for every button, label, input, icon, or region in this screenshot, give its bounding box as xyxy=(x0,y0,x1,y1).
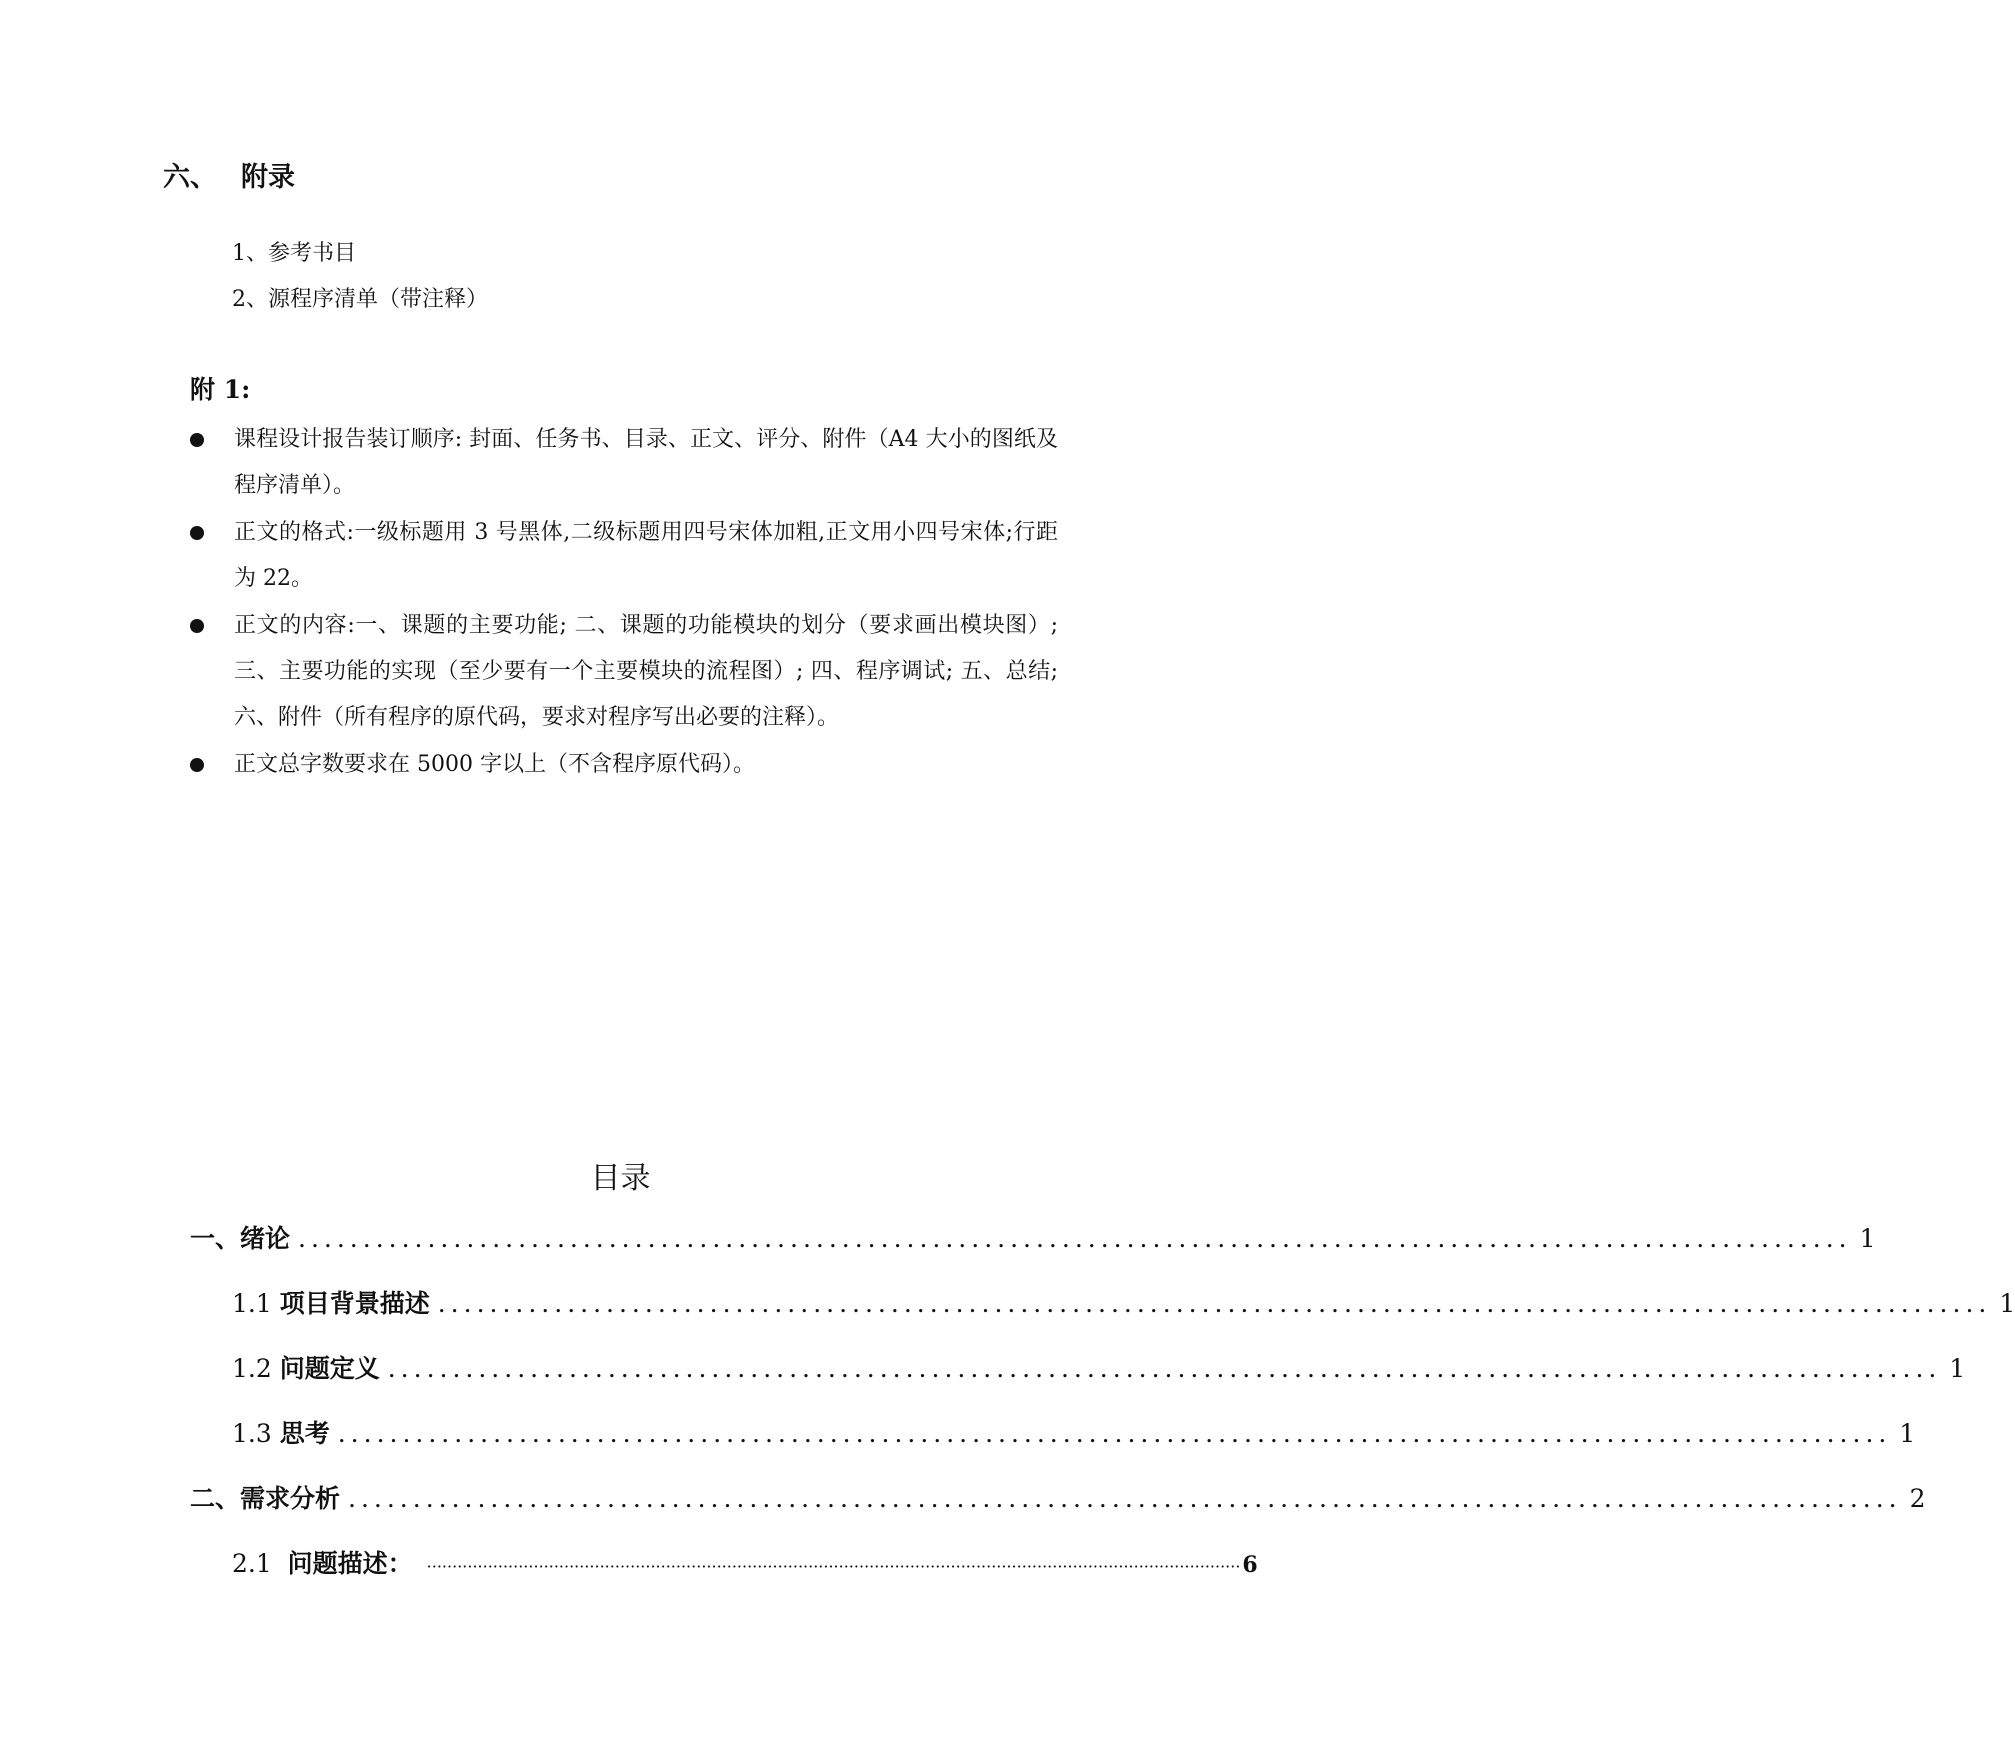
bullet-text: 正文的格式:一级标题用 3 号黑体,二级标题用四号宋体加粗,正文用小四号宋体;行距为 22。 xyxy=(234,520,1058,591)
toc-entry-label: 项目背景描述 xyxy=(279,1289,430,1318)
toc-entry-1[interactable] xyxy=(190,1221,1876,1257)
bullet-icon xyxy=(190,619,204,633)
section-item-references: 1、参考书目 xyxy=(232,241,356,266)
bullet-text: 课程设计报告装订顺序: 封面、任务书、目录、正文、评分、附件（A4 大小的图纸及程序清单）。 xyxy=(234,427,1058,498)
toc-dot-leader: ........................................................................................................................ xyxy=(348,1484,1902,1513)
toc-page-number: 6 xyxy=(1242,1552,1258,1578)
toc-entry-2[interactable] xyxy=(190,1481,1926,1517)
bullet-icon xyxy=(190,758,204,772)
section-heading xyxy=(163,158,295,198)
bullet-text: 正文总字数要求在 5000 字以上（不含程序原代码）。 xyxy=(234,752,755,777)
list-item xyxy=(190,510,1058,602)
toc-page-number: 1 xyxy=(1899,1419,1916,1448)
toc-entry-1-3[interactable] xyxy=(232,1416,1916,1452)
toc-page-number: 1 xyxy=(1949,1354,1966,1383)
list-item xyxy=(190,603,1058,741)
toc-dot-leader: ........................................................................................................................ xyxy=(337,1419,1892,1448)
section-item-source-listing: 2、源程序清单（带注释） xyxy=(232,287,488,312)
toc-entry-label: 问题定义 xyxy=(279,1354,380,1383)
toc-page-number: 1 xyxy=(1999,1289,2015,1318)
toc-entry-1-1[interactable] xyxy=(232,1286,2015,1322)
toc-entry-number: 1.3 xyxy=(232,1419,280,1448)
section-title: 附录 xyxy=(241,162,295,193)
toc-entry-1-2[interactable] xyxy=(232,1351,1966,1387)
section-number: 六、 xyxy=(163,162,217,193)
appendix-title: 附 1: xyxy=(190,375,251,404)
toc-entry-label: 思考 xyxy=(279,1419,330,1448)
toc-page-number: 1 xyxy=(1859,1224,1876,1253)
bullet-icon xyxy=(190,433,204,447)
toc-entry-label: 二、需求分析 xyxy=(190,1484,341,1513)
toc-entry-number: 2.1 xyxy=(232,1549,288,1578)
toc-title: 目录 xyxy=(590,1161,651,1196)
toc-entry-2-1[interactable] xyxy=(232,1546,1258,1585)
toc-dot-leader: ........................................................................................................................ xyxy=(298,1224,1852,1253)
bullet-text: 正文的内容:一、课题的主要功能; 二、课题的功能模块的划分（要求画出模块图）; 三、主要功能的实现（至少要有一个主要模块的流程图）; 四、程序调试; 五、总结; 六、附件（所有程序的原代码，要求对程序写出必要的注释）。 xyxy=(234,613,1058,730)
bullet-icon xyxy=(190,526,204,540)
list-item xyxy=(190,742,1058,788)
toc-entry-number: 1.2 xyxy=(232,1354,280,1383)
toc-dot-leader: ································································································································································ xyxy=(426,1557,1241,1576)
toc-dot-leader: ........................................................................................................................ xyxy=(387,1354,1942,1383)
toc-entry-number: 1.1 xyxy=(232,1289,280,1318)
toc-entry-label: 一、绪论 xyxy=(190,1224,291,1253)
toc-page-number: 2 xyxy=(1909,1484,1926,1513)
toc-entry-label: 问题描述： xyxy=(287,1549,413,1578)
toc-dot-leader: ........................................................................................................................ xyxy=(437,1289,1992,1318)
appendix-bullet-list xyxy=(190,417,1058,789)
list-item xyxy=(190,417,1058,509)
